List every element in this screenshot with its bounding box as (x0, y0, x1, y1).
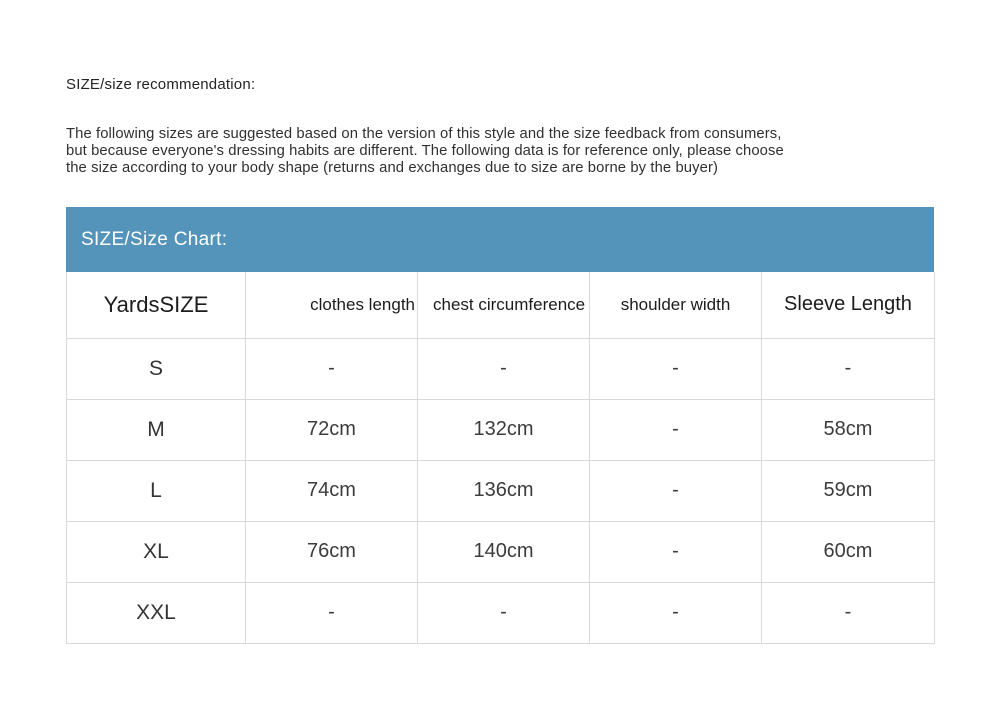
size-cell: M (67, 399, 246, 460)
table-row-xl (67, 521, 935, 582)
sleeve-length-cell: 60cm (762, 521, 935, 582)
size-cell: S (67, 338, 246, 399)
size-chart-header (66, 207, 934, 272)
column-header-chest-circumference: chest circumference (418, 272, 590, 338)
shoulder-width-cell: - (590, 521, 762, 582)
table-row-s (67, 338, 935, 399)
size-disclaimer-line: The following sizes are suggested based on the version of this style and the size feedback from consumers, (66, 126, 782, 142)
table-row-xxl (67, 582, 935, 643)
size-chart-header-label: SIZE/Size Chart: (81, 228, 228, 250)
clothes-length-cell: 72cm (246, 399, 418, 460)
table-header-row (67, 272, 935, 338)
shoulder-width-cell: - (590, 338, 762, 399)
chest-circumference-cell: 140cm (418, 521, 590, 582)
shoulder-width-cell: - (590, 399, 762, 460)
table-row-l (67, 460, 935, 521)
sleeve-length-cell: - (762, 338, 935, 399)
size-disclaimer-line: but because everyone's dressing habits are different. The following data is for reference only, please choose (66, 143, 784, 159)
chest-circumference-cell: 132cm (418, 399, 590, 460)
chest-circumference-cell: - (418, 582, 590, 643)
sleeve-length-cell: 58cm (762, 399, 935, 460)
size-disclaimer-line: the size according to your body shape (returns and exchanges due to size are borne by the buyer) (66, 160, 719, 176)
size-cell: L (67, 460, 246, 521)
size-cell: XL (67, 521, 246, 582)
sleeve-length-cell: - (762, 582, 935, 643)
clothes-length-cell: - (246, 338, 418, 399)
shoulder-width-cell: - (590, 582, 762, 643)
column-header-clothes-length: clothes length (246, 272, 418, 338)
column-header-yards-size: YardsSIZE (67, 272, 246, 338)
clothes-length-cell: - (246, 582, 418, 643)
chest-circumference-cell: - (418, 338, 590, 399)
chest-circumference-cell: 136cm (418, 460, 590, 521)
size-disclaimer-text (66, 126, 966, 177)
clothes-length-cell: 74cm (246, 460, 418, 521)
size-chart-table (66, 272, 935, 644)
table-row-m (67, 399, 935, 460)
column-header-shoulder-width: shoulder width (590, 272, 762, 338)
column-header-sleeve-length: Sleeve Length (762, 272, 935, 338)
size-cell: XXL (67, 582, 246, 643)
clothes-length-cell: 76cm (246, 521, 418, 582)
shoulder-width-cell: - (590, 460, 762, 521)
sleeve-length-cell: 59cm (762, 460, 935, 521)
size-recommendation-heading: SIZE/size recommendation: (66, 76, 256, 93)
